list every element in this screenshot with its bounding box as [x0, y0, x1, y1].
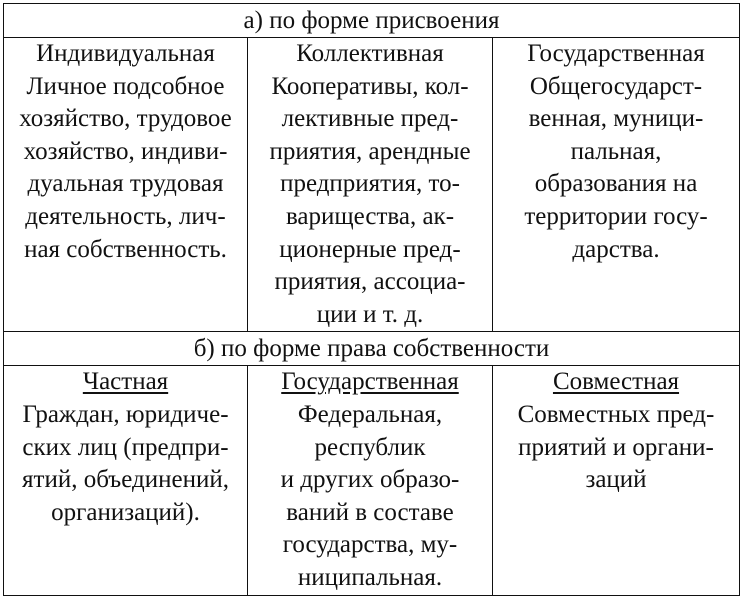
cell-text-line: и других образо-	[280, 466, 460, 494]
cell-text-line: дарства.	[572, 235, 660, 263]
section-a-header-row	[4, 4, 740, 38]
section-a-col-individual	[4, 38, 248, 332]
cell-text-line: венная, муници-	[528, 105, 704, 133]
cell-text-line: приятия, арендные	[269, 137, 471, 165]
cell-text-line: Общегосударст-	[529, 72, 703, 100]
col-heading: Государственная	[527, 40, 705, 67]
section-b-col-private	[4, 366, 248, 595]
col-heading: Коллективная	[296, 40, 444, 67]
cell-text-line: ских лиц (предпри-	[22, 433, 229, 461]
cell-text-line: лективные пред-	[281, 105, 459, 133]
cell-text-line: ции и т. д.	[316, 300, 424, 328]
col-heading: Государственная	[281, 368, 459, 396]
section-b-title: б) по форме права собственности	[4, 332, 740, 366]
cell-text-line: организаций).	[51, 498, 200, 526]
cell-text-line: ваний в составе	[286, 498, 454, 526]
cell-text-line: государства, му-	[282, 531, 458, 559]
ownership-forms-table	[3, 3, 740, 596]
cell-text-line: заций	[585, 466, 647, 494]
cell-text-line: территории госу-	[524, 202, 708, 230]
col-heading: Частная	[82, 368, 169, 396]
cell-text-line: образования на	[534, 170, 698, 198]
cell-text-line: предприятия, то-	[280, 170, 460, 198]
cell-text-line: варищества, ак-	[285, 202, 455, 230]
section-b-col-joint	[493, 366, 740, 595]
cell-text-line: деятельность, лич-	[25, 202, 226, 230]
cell-text-line: Личное подсобное	[26, 72, 225, 100]
cell-text-line: хозяйство, трудовое	[19, 105, 232, 133]
cell-text-line: ниципальная.	[297, 563, 443, 591]
section-a-col-state	[493, 38, 740, 332]
section-b-content-row	[4, 366, 740, 595]
cell-text-line: хозяйство, индиви-	[23, 137, 228, 165]
section-a-content-row	[4, 38, 740, 332]
cell-text-line: пальная,	[570, 137, 662, 165]
cell-text-line: Кооперативы, кол-	[271, 72, 469, 100]
cell-text-line: дуальная трудовая	[27, 170, 224, 198]
section-a-col-collective	[248, 38, 493, 332]
cell-text-line: ционерные пред-	[279, 235, 461, 263]
cell-text-line: Совместных пред-	[517, 400, 715, 428]
cell-text-line: ная собственность.	[24, 235, 227, 263]
cell-text-line: республик	[314, 433, 426, 461]
cell-text-line: Граждан, юридиче-	[22, 400, 229, 428]
cell-text-line: Федеральная,	[297, 400, 443, 428]
cell-text-line: приятий и органи-	[518, 433, 714, 461]
section-b-header-row	[4, 332, 740, 366]
cell-text-line: приятия, ассоциа-	[274, 268, 466, 296]
col-heading: Индивидуальная	[36, 40, 215, 67]
section-a-title: а) по форме присвоения	[4, 4, 740, 38]
cell-text-line: ятий, объединений,	[22, 466, 229, 494]
col-heading: Совместная	[552, 368, 680, 396]
section-b-col-state	[248, 366, 493, 595]
